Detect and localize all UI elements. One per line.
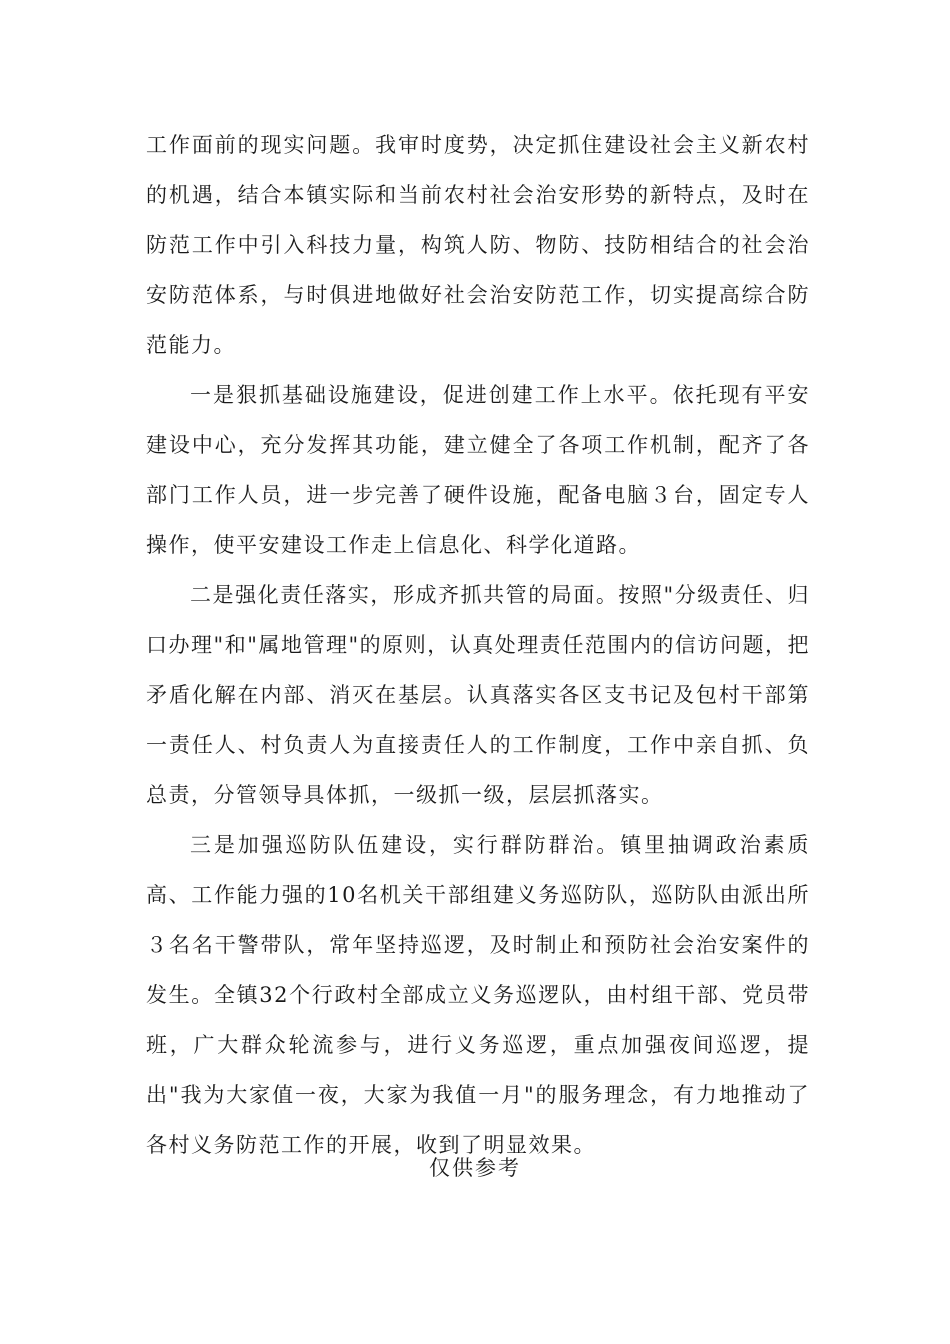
footer-note: 仅供参考 (429, 1156, 521, 1180)
document-body (146, 120, 810, 1170)
paragraph-continuation: 工作面前的现实问题。我审时度势，决定抓住建设社会主义新农村的机遇，结合本镇实际和当前农村社会治安形势的新特点，及时在防范工作中引入科技力量，构筑人防、物防、技防相结合的社会治安防范体系，与时俱进地做好社会治安防范工作，切实提高综合防范能力。 (146, 133, 810, 357)
paragraph-patrol-team: 三是加强巡防队伍建设，实行群防群治。镇里抽调政治素质高、工作能力强的10名机关干部组建义务巡防队，巡防队由派出所３名名干警带队，常年坚持巡逻，及时制止和预防社会治安案件的发生。全镇32个行政村全部成立义务巡逻队，由村组干部、党员带班，广大群众轮流参与，进行义务巡逻，重点加强夜间巡逻，提出"我为大家值一夜，大家为我值一月"的服务理念，有力地推动了各村义务防范工作的开展，收到了明显效果。 (146, 833, 810, 1157)
paragraph-responsibility: 二是强化责任落实，形成齐抓共管的局面。按照"分级责任、归口办理"和"属地管理"的原则，认真处理责任范围内的信访问题，把矛盾化解在内部、消灭在基层。认真落实各区支书记及包村干部第一责任人、村负责人为直接责任人的工作制度，工作中亲自抓、负总责，分管领导具体抓，一级抓一级，层层抓落实。 (146, 583, 810, 807)
paragraph-infrastructure: 一是狠抓基础设施建设，促进创建工作上水平。依托现有平安建设中心，充分发挥其功能，建立健全了各项工作机制，配齐了各部门工作人员，进一步完善了硬件设施，配备电脑３台，固定专人操作，使平安建设工作走上信息化、科学化道路。 (146, 383, 810, 557)
